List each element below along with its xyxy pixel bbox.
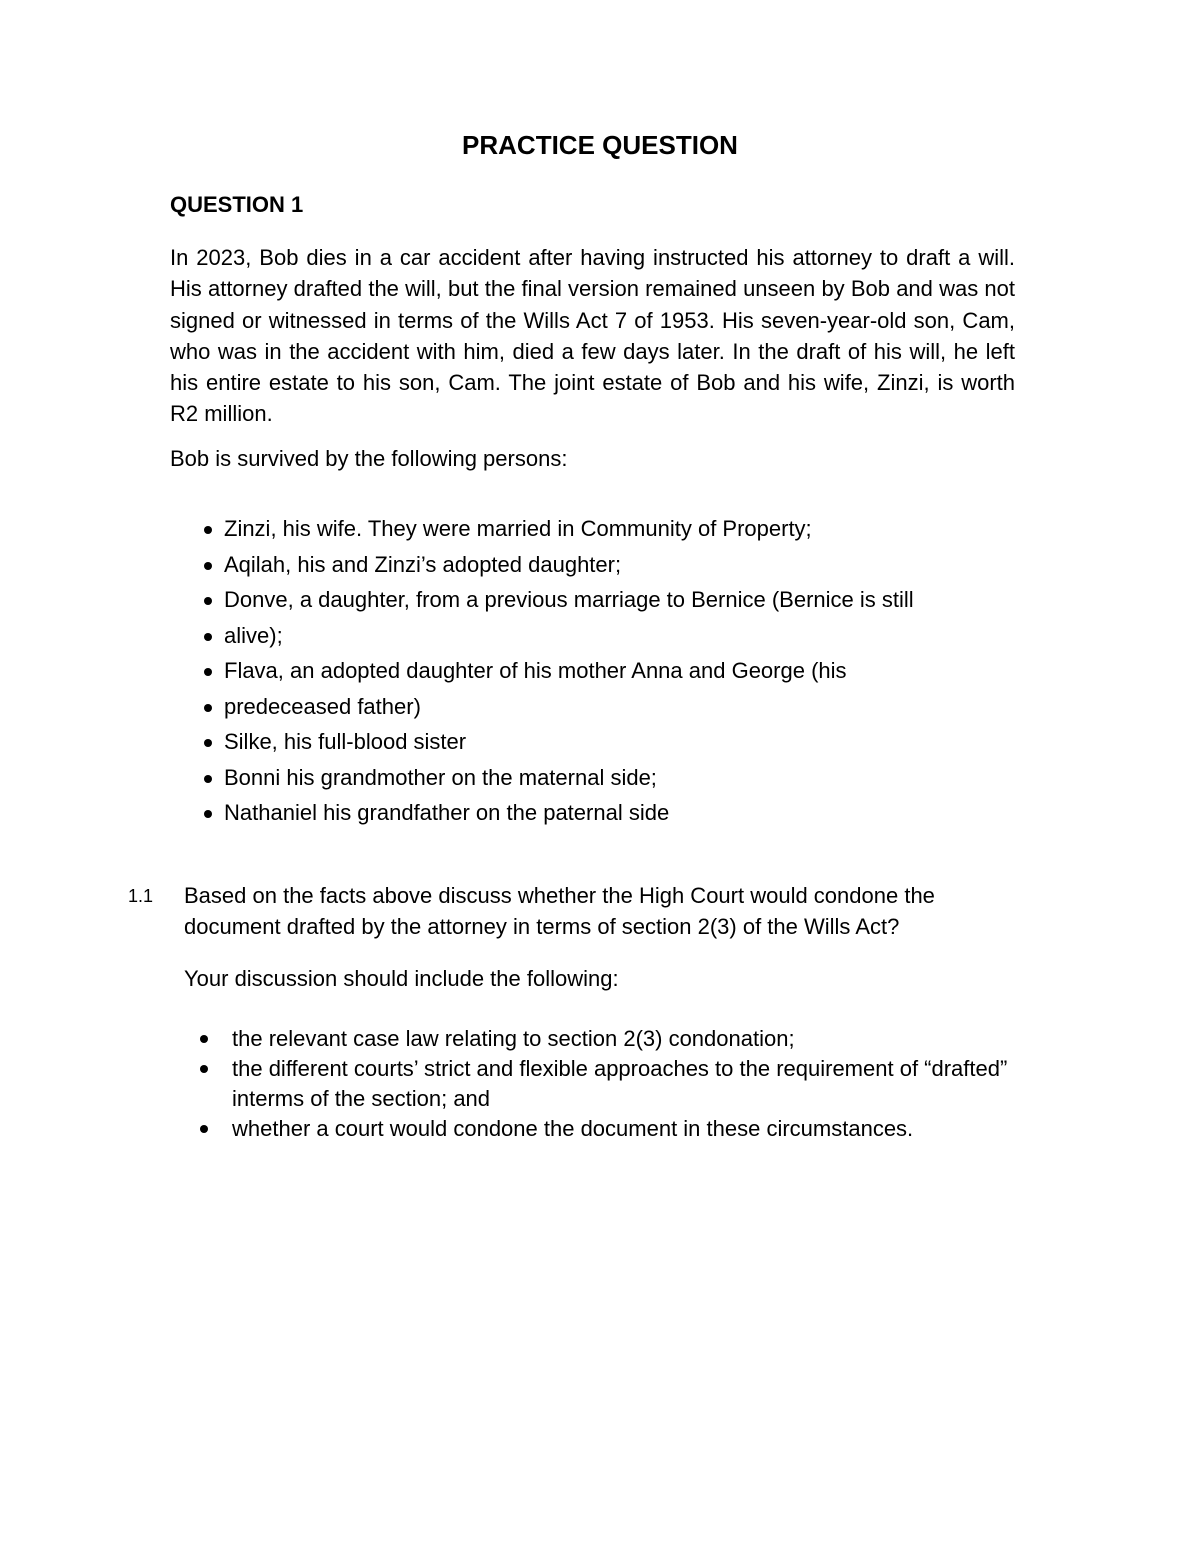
list-item (202, 618, 914, 654)
page-title: PRACTICE QUESTION (462, 130, 738, 160)
intro-paragraph: In 2023, Bob dies in a car accident after having instructed his attorney to draft a will. His attorney drafted the will, but the final version remained unseen by Bob and was not signed or witnessed in terms of the Wills Act 7 of 1953. His seven-year-old son, Cam, who was in the accident with him, died a few days later. In the draft of his will, he left his entire estate to his son, Cam. The joint estate of Bob and his wife, Zinzi, is worth R2 million. (170, 245, 1015, 427)
bullet-icon (204, 704, 212, 712)
list-item (202, 724, 914, 760)
list-item (202, 795, 914, 831)
discussion-intro: Your discussion should include the following: (184, 966, 619, 991)
list-item (202, 582, 914, 618)
bullet-icon (204, 526, 212, 534)
bullet-icon (204, 633, 212, 641)
person-text: Flava, an adopted daughter of his mother Anna and George (his (224, 658, 847, 683)
persons-list (202, 511, 914, 831)
requirement-text: whether a court would condone the document in these circumstances. (232, 1116, 914, 1141)
bullet-icon (204, 739, 212, 747)
person-text: Silke, his full-blood sister (224, 729, 467, 754)
person-text: alive); (224, 622, 283, 648)
requirements-list (200, 1024, 1015, 1144)
requirement-text: the different courts’ strict and flexible approaches to the requirement of “drafted” interms of the section; and (232, 1056, 1008, 1111)
bullet-icon (200, 1065, 208, 1073)
person-text: Zinzi, his wife. They were married in Community of Property; (224, 516, 812, 541)
person-text: Bonni his grandmother on the maternal side; (224, 764, 657, 790)
person-text: Nathaniel his grandfather on the paternal side (224, 800, 670, 825)
person-text: Donve, a daughter, from a previous marriage to Bernice (Bernice is still (224, 587, 914, 612)
person-text: predeceased father) (224, 693, 421, 719)
bullet-icon (204, 668, 212, 676)
requirement-text: the relevant case law relating to section 2(3) condonation; (232, 1026, 795, 1051)
bullet-icon (204, 597, 212, 605)
bullet-icon (204, 810, 212, 818)
bullet-icon (200, 1035, 208, 1043)
list-item (202, 511, 914, 547)
list-item (202, 760, 914, 796)
bullet-icon (204, 562, 212, 570)
subquestion-text: Based on the facts above discuss whether the High Court would condone the document drafted by the attorney in terms of section 2(3) of the Wills Act? (184, 883, 935, 939)
survived-by-text: Bob is survived by the following persons: (170, 446, 568, 471)
list-item (202, 547, 914, 583)
list-item (200, 1054, 1015, 1114)
list-item (202, 689, 914, 725)
list-item (200, 1024, 1015, 1054)
list-item (202, 653, 914, 689)
list-item (200, 1114, 1015, 1144)
bullet-icon (200, 1125, 208, 1133)
person-text: Aqilah, his and Zinzi’s adopted daughter; (224, 551, 622, 577)
bullet-icon (204, 775, 212, 783)
subquestion-number: 1.1 (128, 886, 154, 906)
question-heading: QUESTION 1 (170, 192, 304, 217)
